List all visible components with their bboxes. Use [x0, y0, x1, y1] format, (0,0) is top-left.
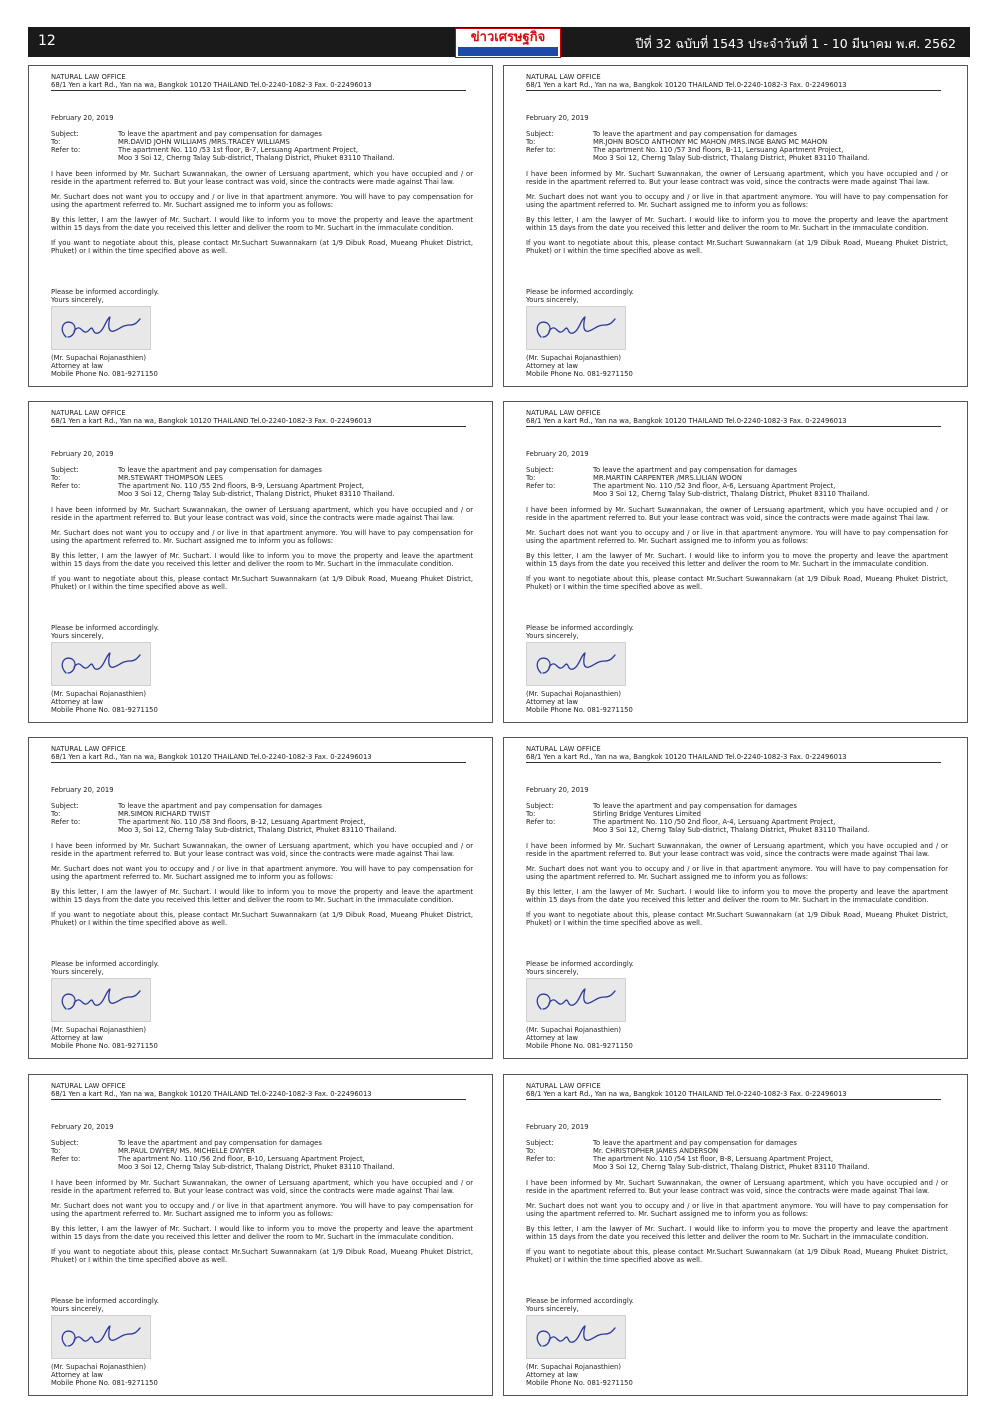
letter-date: February 20, 2019 — [51, 114, 114, 122]
salutation: Yours sincerely, — [526, 296, 579, 304]
signer-name: (Mr. Supachai Rojanasthien) — [526, 1026, 622, 1034]
signer-phone: Mobile Phone No. 081-9271150 — [526, 1379, 633, 1387]
to-label: To: — [526, 810, 536, 818]
paragraph-2: Mr. Suchart does not want you to occupy and / or live in that apartment anymore. You will have to pay compensation for using the apartment referred to. Mr. Suchart assigned me to inform you as follows: — [51, 1202, 473, 1218]
refer-value-2: Moo 3 Soi 12, Cherng Talay Sub-district, Thalang District, Phuket 83110 Thailand. — [118, 490, 395, 498]
refer-label: Refer to: — [526, 818, 556, 826]
closing-line: Please be informed accordingly. — [51, 624, 159, 632]
signer-title: Attorney at law — [526, 698, 578, 706]
letter-date: February 20, 2019 — [526, 114, 589, 122]
signer-name: (Mr. Supachai Rojanasthien) — [526, 354, 622, 362]
to-value: MR.JOHN BOSCO ANTHONY MC MAHON /MRS.INGE BANG MC MAHON — [593, 138, 828, 146]
signer-phone: Mobile Phone No. 081-9271150 — [526, 706, 633, 714]
signoff — [51, 1363, 158, 1387]
refer-value-1: The apartment No. 110 /52 3nd floor, A-6, Lersuang Apartment Project, — [593, 482, 836, 490]
to-label: To: — [51, 810, 61, 818]
closing — [526, 288, 634, 304]
refer-row — [51, 146, 481, 154]
refer-row-2 — [526, 490, 956, 498]
paragraph-1: I have been informed by Mr. Suchart Suwannakan, the owner of Lersuang apartment, which you have occupied and / or reside in the apartment referred to. But your lease contract was void, since the contracts were made against Thai law. — [51, 170, 473, 186]
refer-value-2: Moo 3 Soi 12, Cherng Talay Sub-district, Thalang District, Phuket 83110 Thailand. — [118, 154, 395, 162]
to-row — [51, 474, 481, 482]
page-number: 12 — [38, 33, 56, 49]
signer-title: Attorney at law — [51, 1034, 103, 1042]
paragraph-1: I have been informed by Mr. Suchart Suwannakan, the owner of Lersuang apartment, which you have occupied and / or reside in the apartment referred to. But your lease contract was void, since the contracts were made against Thai law. — [526, 506, 948, 522]
refer-label: Refer to: — [526, 146, 556, 154]
closing — [51, 288, 159, 304]
to-row — [526, 1147, 956, 1155]
signer-title: Attorney at law — [526, 362, 578, 370]
paragraph-2: Mr. Suchart does not want you to occupy and / or live in that apartment anymore. You will have to pay compensation for using the apartment referred to. Mr. Suchart assigned me to inform you as follows: — [51, 865, 473, 881]
paragraph-3: By this letter, I am the lawyer of Mr. Suchart. I would like to inform you to move the property and leave the apartment within 15 days from the date you received this letter and deliver the room to Mr. Suchart in the immaculate condition. — [526, 1225, 948, 1241]
subject-value: To leave the apartment and pay compensation for damages — [118, 466, 322, 474]
salutation: Yours sincerely, — [526, 1305, 579, 1313]
office-address: 68/1 Yen a kart Rd., Yan na wa, Bangkok 10120 THAILAND Tel.0-2240-1082-3 Fax. 0-22496013 — [526, 417, 941, 427]
closing-line: Please be informed accordingly. — [526, 624, 634, 632]
letter-notice-1 — [28, 65, 493, 387]
subject-value: To leave the apartment and pay compensation for damages — [593, 1139, 797, 1147]
refer-row-2 — [526, 826, 956, 834]
signer-phone: Mobile Phone No. 081-9271150 — [51, 706, 158, 714]
paragraph-4: If you want to negotiate about this, please contact Mr.Suchart Suwannakarn (at 1/9 Dibuk Road, Mueang Phuket District, Phuket) or I within the time specified above as well. — [526, 575, 948, 591]
refer-row — [526, 482, 956, 490]
signoff — [526, 1026, 633, 1050]
letter-meta — [526, 466, 956, 498]
paragraph-3: By this letter, I am the lawyer of Mr. Suchart. I would like to inform you to move the property and leave the apartment within 15 days from the date you received this letter and deliver the room to Mr. Suchart in the immaculate condition. — [526, 888, 948, 904]
letter-meta — [51, 130, 481, 162]
signer-title: Attorney at law — [526, 1371, 578, 1379]
paragraph-1: I have been informed by Mr. Suchart Suwannakan, the owner of Lersuang apartment, which you have occupied and / or reside in the apartment referred to. But your lease contract was void, since the contracts were made against Thai law. — [51, 842, 473, 858]
letter-body — [526, 170, 948, 262]
to-row — [51, 810, 481, 818]
page-header — [28, 27, 970, 57]
letter-notice-7 — [28, 1074, 493, 1396]
refer-value-2: Moo 3, Soi 12, Cherng Talay Sub-district, Thalang District, Phuket 83110 Thailand. — [118, 826, 397, 834]
office-name: NATURAL LAW OFFICE — [526, 409, 601, 417]
office-address: 68/1 Yen a kart Rd., Yan na wa, Bangkok 10120 THAILAND Tel.0-2240-1082-3 Fax. 0-22496013 — [526, 753, 941, 763]
to-label: To: — [51, 138, 61, 146]
closing — [51, 1297, 159, 1313]
signer-name: (Mr. Supachai Rojanasthien) — [51, 690, 147, 698]
signer-name: (Mr. Supachai Rojanasthien) — [526, 690, 622, 698]
logo-stripe — [458, 47, 558, 56]
letter-body — [526, 1179, 948, 1271]
subject-row — [51, 130, 481, 138]
subject-value: To leave the apartment and pay compensation for damages — [118, 1139, 322, 1147]
to-label: To: — [526, 1147, 536, 1155]
letter-date: February 20, 2019 — [526, 1123, 589, 1131]
closing — [526, 960, 634, 976]
signature-image — [51, 1315, 151, 1359]
letter-date: February 20, 2019 — [51, 786, 114, 794]
paragraph-2: Mr. Suchart does not want you to occupy and / or live in that apartment anymore. You will have to pay compensation for using the apartment referred to. Mr. Suchart assigned me to inform you as follows: — [526, 1202, 948, 1218]
signoff — [51, 354, 158, 378]
letter-notice-2 — [503, 65, 968, 387]
office-name: NATURAL LAW OFFICE — [526, 745, 601, 753]
to-label: To: — [51, 474, 61, 482]
paragraph-1: I have been informed by Mr. Suchart Suwannakan, the owner of Lersuang apartment, which you have occupied and / or reside in the apartment referred to. But your lease contract was void, since the contracts were made against Thai law. — [526, 1179, 948, 1195]
salutation: Yours sincerely, — [51, 296, 104, 304]
office-address: 68/1 Yen a kart Rd., Yan na wa, Bangkok 10120 THAILAND Tel.0-2240-1082-3 Fax. 0-22496013 — [51, 81, 466, 91]
signer-title: Attorney at law — [526, 1034, 578, 1042]
letter-notice-4 — [503, 401, 968, 723]
paragraph-3: By this letter, I am the lawyer of Mr. Suchart. I would like to inform you to move the property and leave the apartment within 15 days from the date you received this letter and deliver the room to Mr. Suchart in the immaculate condition. — [51, 216, 473, 232]
to-value: MR.DAVID JOHN WILLIAMS /MRS.TRACEY WILLIAMS — [118, 138, 290, 146]
closing — [51, 624, 159, 640]
subject-value: To leave the apartment and pay compensation for damages — [593, 130, 797, 138]
paragraph-4: If you want to negotiate about this, please contact Mr.Suchart Suwannakarn (at 1/9 Dibuk Road, Mueang Phuket District, Phuket) or I within the time specified above as well. — [526, 1248, 948, 1264]
to-value: MR.PAUL DWYER/ MS. MICHELLE DWYER — [118, 1147, 255, 1155]
office-address: 68/1 Yen a kart Rd., Yan na wa, Bangkok 10120 THAILAND Tel.0-2240-1082-3 Fax. 0-22496013 — [51, 417, 466, 427]
refer-value-2: Moo 3 Soi 12, Cherng Talay Sub-district, Thalang District, Phuket 83110 Thailand. — [593, 154, 870, 162]
office-address: 68/1 Yen a kart Rd., Yan na wa, Bangkok 10120 THAILAND Tel.0-2240-1082-3 Fax. 0-22496013 — [51, 1090, 466, 1100]
closing-line: Please be informed accordingly. — [51, 960, 159, 968]
signature-image — [526, 306, 626, 350]
refer-label: Refer to: — [51, 818, 81, 826]
to-row — [526, 138, 956, 146]
paragraph-2: Mr. Suchart does not want you to occupy and / or live in that apartment anymore. You will have to pay compensation for using the apartment referred to. Mr. Suchart assigned me to inform you as follows: — [526, 529, 948, 545]
signer-phone: Mobile Phone No. 081-9271150 — [51, 1042, 158, 1050]
subject-row — [51, 466, 481, 474]
signoff — [526, 1363, 633, 1387]
to-value: MR.STEWART THOMPSON LEES — [118, 474, 223, 482]
refer-value-2: Moo 3 Soi 12, Cherng Talay Sub-district, Thalang District, Phuket 83110 Thailand. — [118, 1163, 395, 1171]
refer-row — [51, 482, 481, 490]
subject-label: Subject: — [526, 466, 554, 474]
subject-label: Subject: — [526, 130, 554, 138]
closing — [526, 624, 634, 640]
to-value: MR.SIMON RICHARD TWIST — [118, 810, 210, 818]
paragraph-4: If you want to negotiate about this, please contact Mr.Suchart Suwannakarn (at 1/9 Dibuk Road, Mueang Phuket District, Phuket) or I within the time specified above as well. — [51, 239, 473, 255]
subject-label: Subject: — [51, 802, 79, 810]
refer-row-2 — [51, 826, 481, 834]
refer-label: Refer to: — [526, 482, 556, 490]
letter-body — [51, 506, 473, 598]
subject-label: Subject: — [51, 466, 79, 474]
signer-phone: Mobile Phone No. 081-9271150 — [51, 1379, 158, 1387]
signature-image — [51, 642, 151, 686]
closing — [526, 1297, 634, 1313]
subject-label: Subject: — [51, 1139, 79, 1147]
to-value: Stirling Bridge Ventures Limited — [593, 810, 701, 818]
to-value: MR.MARTIN CARPENTER /MRS.LILIAN WOON — [593, 474, 742, 482]
to-row — [51, 138, 481, 146]
closing-line: Please be informed accordingly. — [526, 960, 634, 968]
refer-label: Refer to: — [526, 1155, 556, 1163]
letter-body — [51, 1179, 473, 1271]
refer-value-1: The apartment No. 110 /57 3nd floors, B-11, Lersuang Apartment Project, — [593, 146, 844, 154]
subject-value: To leave the apartment and pay compensation for damages — [593, 802, 797, 810]
closing-line: Please be informed accordingly. — [526, 1297, 634, 1305]
refer-row — [51, 1155, 481, 1163]
subject-label: Subject: — [526, 1139, 554, 1147]
letter-date: February 20, 2019 — [526, 450, 589, 458]
closing — [51, 960, 159, 976]
subject-label: Subject: — [526, 802, 554, 810]
refer-value-2: Moo 3 Soi 12, Cherng Talay Sub-district, Thalang District, Phuket 83110 Thailand. — [593, 1163, 870, 1171]
signer-title: Attorney at law — [51, 698, 103, 706]
refer-label: Refer to: — [51, 146, 81, 154]
salutation: Yours sincerely, — [51, 632, 104, 640]
refer-value-1: The apartment No. 110 /56 2nd floor, B-10, Lersuang Apartment Project, — [118, 1155, 365, 1163]
signature-image — [526, 1315, 626, 1359]
to-label: To: — [51, 1147, 61, 1155]
paragraph-1: I have been informed by Mr. Suchart Suwannakan, the owner of Lersuang apartment, which you have occupied and / or reside in the apartment referred to. But your lease contract was void, since the contracts were made against Thai law. — [51, 1179, 473, 1195]
refer-value-2: Moo 3 Soi 12, Cherng Talay Sub-district, Thalang District, Phuket 83110 Thailand. — [593, 826, 870, 834]
subject-row — [526, 130, 956, 138]
to-label: To: — [526, 474, 536, 482]
subject-label: Subject: — [51, 130, 79, 138]
signer-phone: Mobile Phone No. 081-9271150 — [51, 370, 158, 378]
paragraph-4: If you want to negotiate about this, please contact Mr.Suchart Suwannakarn (at 1/9 Dibuk Road, Mueang Phuket District, Phuket) or I within the time specified above as well. — [526, 911, 948, 927]
letter-body — [51, 170, 473, 262]
signer-name: (Mr. Supachai Rojanasthien) — [51, 1363, 147, 1371]
refer-value-2: Moo 3 Soi 12, Cherng Talay Sub-district, Thalang District, Phuket 83110 Thailand. — [593, 490, 870, 498]
refer-value-1: The apartment No. 110 /54 1st floor, B-8, Lersuang Apartment Project, — [593, 1155, 834, 1163]
refer-value-1: The apartment No. 110 /50 2nd floor, A-4, Lersuang Apartment Project, — [593, 818, 836, 826]
paragraph-2: Mr. Suchart does not want you to occupy and / or live in that apartment anymore. You will have to pay compensation for using the apartment referred to. Mr. Suchart assigned me to inform you as follows: — [526, 865, 948, 881]
logo-text: ข่าวเศรษฐกิจ — [470, 30, 546, 45]
paragraph-2: Mr. Suchart does not want you to occupy and / or live in that apartment anymore. You will have to pay compensation for using the apartment referred to. Mr. Suchart assigned me to inform you as follows: — [51, 529, 473, 545]
paragraph-3: By this letter, I am the lawyer of Mr. Suchart. I would like to inform you to move the property and leave the apartment within 15 days from the date you received this letter and deliver the room to Mr. Suchart in the immaculate condition. — [526, 216, 948, 232]
paragraph-2: Mr. Suchart does not want you to occupy and / or live in that apartment anymore. You will have to pay compensation for using the apartment referred to. Mr. Suchart assigned me to inform you as follows: — [526, 193, 948, 209]
to-row — [526, 810, 956, 818]
issue-line: ปีที่ 32 ฉบับที่ 1543 ประจำวันที่ 1 - 10 มีนาคม พ.ศ. 2562 — [635, 36, 956, 51]
closing-line: Please be informed accordingly. — [526, 288, 634, 296]
signer-phone: Mobile Phone No. 081-9271150 — [526, 1042, 633, 1050]
to-row — [526, 474, 956, 482]
newspaper-logo — [455, 28, 561, 58]
subject-value: To leave the apartment and pay compensation for damages — [593, 466, 797, 474]
to-row — [51, 1147, 481, 1155]
signer-name: (Mr. Supachai Rojanasthien) — [51, 354, 147, 362]
letter-notice-6 — [503, 737, 968, 1059]
refer-row-2 — [526, 1163, 956, 1171]
to-value: Mr. CHRISTOPHER JAMES ANDERSON — [593, 1147, 719, 1155]
signature-image — [526, 978, 626, 1022]
refer-row — [526, 1155, 956, 1163]
signoff — [526, 690, 633, 714]
letter-notice-3 — [28, 401, 493, 723]
refer-value-1: The apartment No. 110 /55 2nd floors, B-9, Lersuang Apartment Project, — [118, 482, 365, 490]
refer-row — [526, 818, 956, 826]
letter-notice-8 — [503, 1074, 968, 1396]
office-address: 68/1 Yen a kart Rd., Yan na wa, Bangkok 10120 THAILAND Tel.0-2240-1082-3 Fax. 0-22496013 — [526, 1090, 941, 1100]
closing-line: Please be informed accordingly. — [51, 288, 159, 296]
closing-line: Please be informed accordingly. — [51, 1297, 159, 1305]
office-name: NATURAL LAW OFFICE — [526, 1082, 601, 1090]
signature-image — [51, 978, 151, 1022]
signer-phone: Mobile Phone No. 081-9271150 — [526, 370, 633, 378]
letter-meta — [51, 466, 481, 498]
subject-value: To leave the apartment and pay compensation for damages — [118, 130, 322, 138]
signer-title: Attorney at law — [51, 362, 103, 370]
refer-row-2 — [526, 154, 956, 162]
letter-date: February 20, 2019 — [51, 1123, 114, 1131]
office-name: NATURAL LAW OFFICE — [51, 1082, 126, 1090]
refer-row-2 — [51, 490, 481, 498]
refer-value-1: The apartment No. 110 /58 3nd floors, B-12, Lesuang Apartment Project, — [118, 818, 366, 826]
signoff — [526, 354, 633, 378]
letter-notice-5 — [28, 737, 493, 1059]
paragraph-3: By this letter, I am the lawyer of Mr. Suchart. I would like to inform you to move the property and leave the apartment within 15 days from the date you received this letter and deliver the room to Mr. Suchart in the immaculate condition. — [51, 1225, 473, 1241]
paragraph-3: By this letter, I am the lawyer of Mr. Suchart. I would like to inform you to move the property and leave the apartment within 15 days from the date you received this letter and deliver the room to Mr. Suchart in the immaculate condition. — [51, 552, 473, 568]
paragraph-4: If you want to negotiate about this, please contact Mr.Suchart Suwannakarn (at 1/9 Dibuk Road, Mueang Phuket District, Phuket) or I within the time specified above as well. — [526, 239, 948, 255]
salutation: Yours sincerely, — [51, 1305, 104, 1313]
salutation: Yours sincerely, — [526, 632, 579, 640]
refer-row — [526, 146, 956, 154]
signoff — [51, 1026, 158, 1050]
subject-row — [526, 466, 956, 474]
paragraph-4: If you want to negotiate about this, please contact Mr.Suchart Suwannakarn (at 1/9 Dibuk Road, Mueang Phuket District, Phuket) or I within the time specified above as well. — [51, 1248, 473, 1264]
letter-meta — [526, 802, 956, 834]
paragraph-3: By this letter, I am the lawyer of Mr. Suchart. I would like to inform you to move the property and leave the apartment within 15 days from the date you received this letter and deliver the room to Mr. Suchart in the immaculate condition. — [526, 552, 948, 568]
refer-value-1: The apartment No. 110 /53 1st floor, B-7, Lersuang Apartment Project, — [118, 146, 359, 154]
paragraph-1: I have been informed by Mr. Suchart Suwannakan, the owner of Lersuang apartment, which you have occupied and / or reside in the apartment referred to. But your lease contract was void, since the contracts were made against Thai law. — [526, 842, 948, 858]
paragraph-3: By this letter, I am the lawyer of Mr. Suchart. I would like to inform you to move the property and leave the apartment within 15 days from the date you received this letter and deliver the room to Mr. Suchart in the immaculate condition. — [51, 888, 473, 904]
paragraph-2: Mr. Suchart does not want you to occupy and / or live in that apartment anymore. You will have to pay compensation for using the apartment referred to. Mr. Suchart assigned me to inform you as follows: — [51, 193, 473, 209]
letter-body — [51, 842, 473, 934]
to-label: To: — [526, 138, 536, 146]
office-name: NATURAL LAW OFFICE — [526, 73, 601, 81]
letter-body — [526, 842, 948, 934]
letter-body — [526, 506, 948, 598]
letter-date: February 20, 2019 — [526, 786, 589, 794]
refer-row — [51, 818, 481, 826]
subject-value: To leave the apartment and pay compensation for damages — [118, 802, 322, 810]
salutation: Yours sincerely, — [51, 968, 104, 976]
letter-meta — [51, 1139, 481, 1171]
signature-image — [526, 642, 626, 686]
office-name: NATURAL LAW OFFICE — [51, 73, 126, 81]
subject-row — [51, 1139, 481, 1147]
salutation: Yours sincerely, — [526, 968, 579, 976]
signer-name: (Mr. Supachai Rojanasthien) — [526, 1363, 622, 1371]
refer-label: Refer to: — [51, 482, 81, 490]
office-name: NATURAL LAW OFFICE — [51, 745, 126, 753]
signoff — [51, 690, 158, 714]
office-address: 68/1 Yen a kart Rd., Yan na wa, Bangkok 10120 THAILAND Tel.0-2240-1082-3 Fax. 0-22496013 — [51, 753, 466, 763]
letter-date: February 20, 2019 — [51, 450, 114, 458]
paragraph-1: I have been informed by Mr. Suchart Suwannakan, the owner of Lersuang apartment, which you have occupied and / or reside in the apartment referred to. But your lease contract was void, since the contracts were made against Thai law. — [526, 170, 948, 186]
signer-name: (Mr. Supachai Rojanasthien) — [51, 1026, 147, 1034]
signature-image — [51, 306, 151, 350]
subject-row — [526, 1139, 956, 1147]
paragraph-4: If you want to negotiate about this, please contact Mr.Suchart Suwannakarn (at 1/9 Dibuk Road, Mueang Phuket District, Phuket) or I within the time specified above as well. — [51, 911, 473, 927]
refer-row-2 — [51, 154, 481, 162]
subject-row — [526, 802, 956, 810]
office-address: 68/1 Yen a kart Rd., Yan na wa, Bangkok 10120 THAILAND Tel.0-2240-1082-3 Fax. 0-22496013 — [526, 81, 941, 91]
letter-meta — [526, 130, 956, 162]
subject-row — [51, 802, 481, 810]
paragraph-4: If you want to negotiate about this, please contact Mr.Suchart Suwannakarn (at 1/9 Dibuk Road, Mueang Phuket District, Phuket) or I within the time specified above as well. — [51, 575, 473, 591]
letter-meta — [51, 802, 481, 834]
paragraph-1: I have been informed by Mr. Suchart Suwannakan, the owner of Lersuang apartment, which you have occupied and / or reside in the apartment referred to. But your lease contract was void, since the contracts were made against Thai law. — [51, 506, 473, 522]
office-name: NATURAL LAW OFFICE — [51, 409, 126, 417]
letter-meta — [526, 1139, 956, 1171]
refer-label: Refer to: — [51, 1155, 81, 1163]
signer-title: Attorney at law — [51, 1371, 103, 1379]
refer-row-2 — [51, 1163, 481, 1171]
